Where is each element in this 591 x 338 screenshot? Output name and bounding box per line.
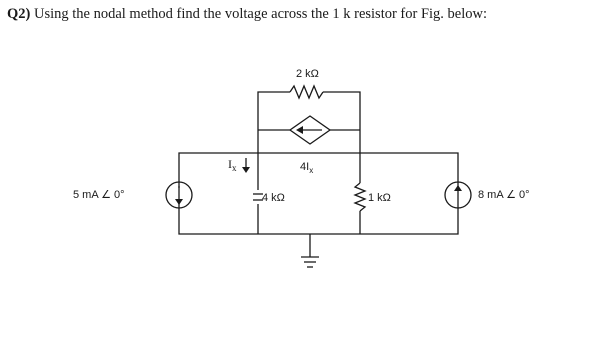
dep-source-label: $4I_x$ xyxy=(300,161,314,175)
top-branch-wire xyxy=(258,92,290,153)
bottom-rail-wire xyxy=(179,203,458,234)
dep-source-arrow-icon xyxy=(296,126,303,134)
top-resistor-2k xyxy=(290,86,323,98)
left-source-arrow-down-icon xyxy=(175,199,183,205)
top-resistor-label: 2 kΩ xyxy=(296,68,319,80)
right-source-arrow-up-icon xyxy=(454,185,462,191)
top-rail-wire xyxy=(179,153,458,188)
question-number: Q2) xyxy=(7,6,31,22)
right-resistor-label: 1 kΩ xyxy=(368,192,391,204)
mid-resistor-label: 4 kΩ xyxy=(262,192,285,204)
current-ix-arrow-icon xyxy=(242,167,250,173)
current-ix-label: $I_x$ xyxy=(228,157,237,173)
right-resistor-1k xyxy=(355,183,365,211)
top-branch-wire-right xyxy=(323,92,360,153)
left-source-label: 5 mA ∠ 0° xyxy=(73,189,125,201)
right-source-label: 8 mA ∠ 0° xyxy=(478,189,530,201)
question-body: Using the nodal method find the voltage across the 1 k resistor for Fig. below: xyxy=(33,6,488,22)
